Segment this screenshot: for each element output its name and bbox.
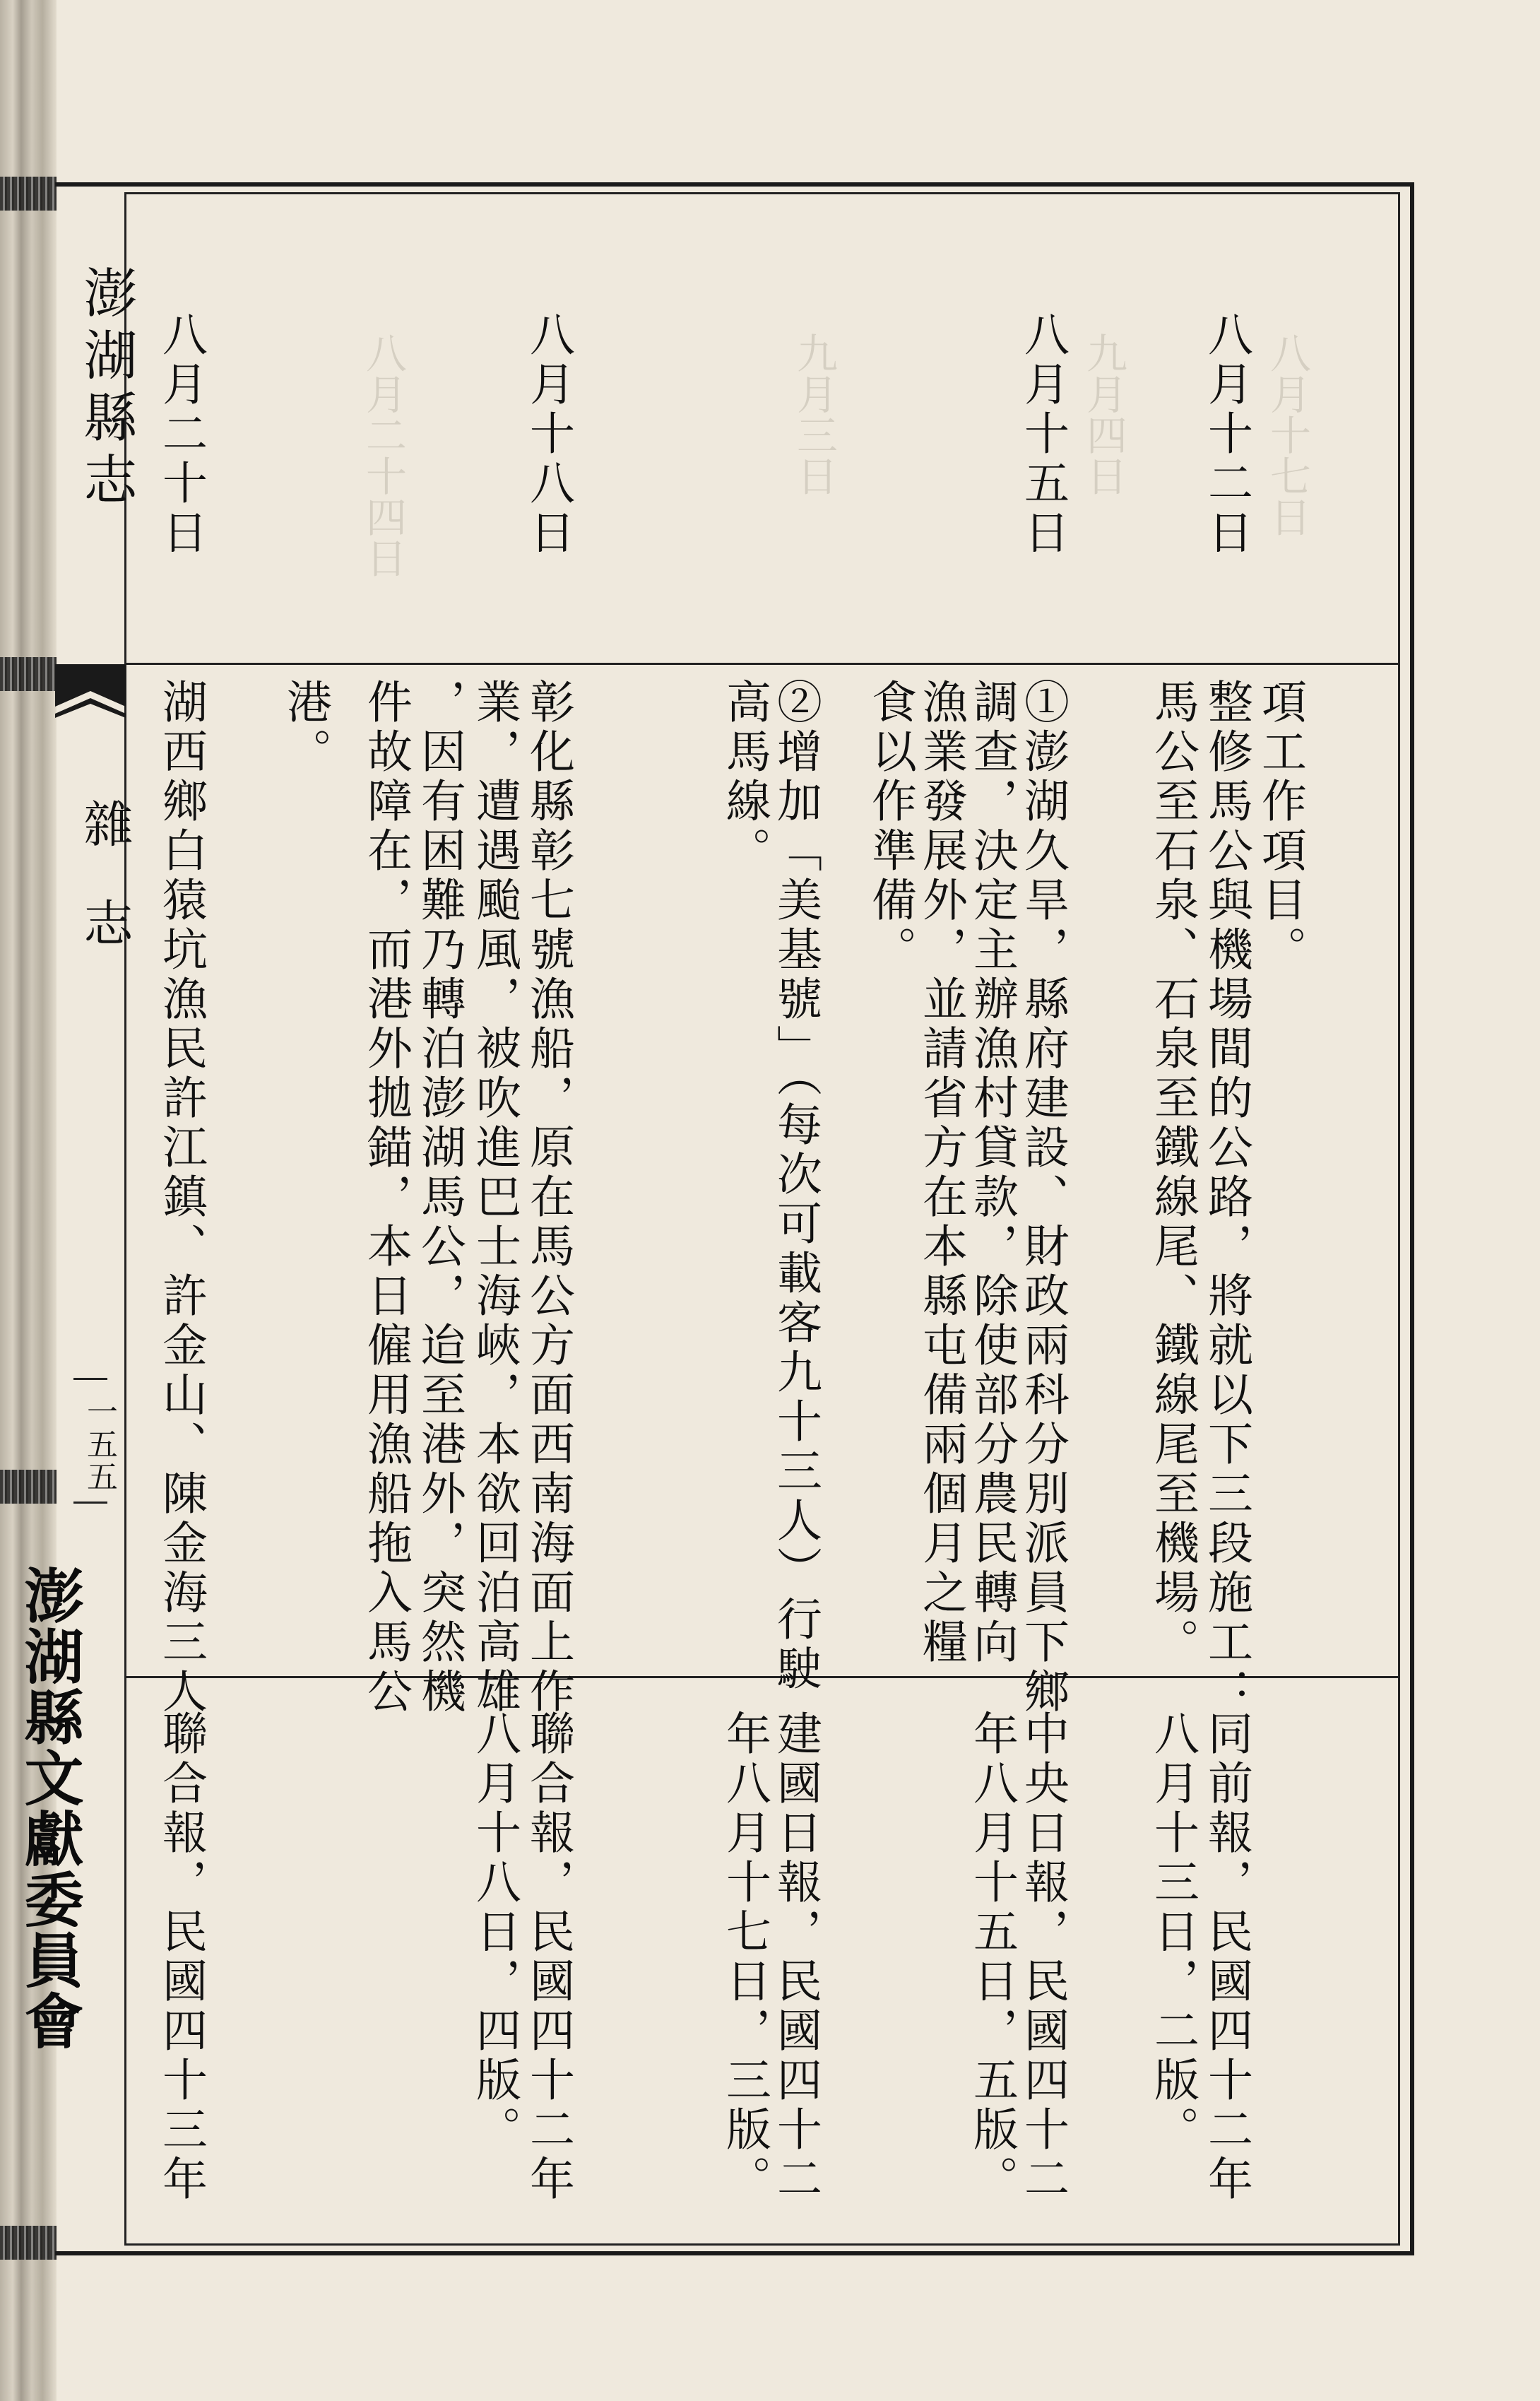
- entry-source-line: 建國日報，民國四十二: [769, 1710, 822, 2205]
- page-number: 一五五: [81, 1396, 117, 1493]
- entry-source-line: 聯合報，民國四十三年: [155, 1710, 207, 2205]
- page-number-rule: [73, 1378, 107, 1380]
- row-divider: [124, 663, 1400, 665]
- entry-event-line: ，因有困難乃轉泊澎湖馬公，迨至港外，突然機: [413, 678, 466, 1717]
- entry-event-line: 彰化縣彰七號漁船，原在馬公方面西南海面上作: [522, 678, 574, 1717]
- fishtail-mark: [55, 664, 126, 745]
- entry-event-line: 漁業發展外，並請省方在本縣屯備兩個月之糧: [915, 678, 967, 1668]
- entry-event-line: 港。: [279, 678, 331, 777]
- spine-band: [0, 2226, 57, 2260]
- entry-source-line: 聯合報，民國四十二年: [522, 1710, 574, 2205]
- entry-event-line: 食以作準備。: [864, 678, 916, 975]
- show-through-text: 八月十七日: [1263, 332, 1311, 537]
- entry-event-line: 高馬線。: [718, 678, 771, 876]
- entry-event-line: 馬公至石泉、石泉至鐵線尾、鐵線尾至機場。: [1147, 678, 1199, 1668]
- entry-source-line: 年八月十五日，五版。: [966, 1710, 1018, 2205]
- entry-event-line: ①澎湖久旱，縣府建設、財政兩科分別派員下鄉: [1017, 678, 1069, 1717]
- book-title: 澎湖縣志: [75, 265, 138, 514]
- entry-source-line: 年八月十七日，三版。: [718, 1710, 771, 2205]
- entry-source-line: 同前報，民國四十二年: [1200, 1710, 1252, 2205]
- entry-event-line: 調查，決定主辦漁村貸款，除使部分農民轉向: [966, 678, 1018, 1668]
- entry-event-line: 業，遭遇颱風，被吹進巴士海峽，本欲回泊高雄: [468, 678, 521, 1717]
- entry-source-line: 八月十三日，二版。: [1147, 1710, 1199, 2155]
- entry-event-line: 件故障在，而港外拋錨，本日僱用漁船拖入馬公: [360, 678, 412, 1717]
- spine-band: [0, 657, 57, 691]
- entry-event-line: 整修馬公與機場間的公路，將就以下三段施工：: [1200, 678, 1252, 1717]
- page-number-rule: [73, 1502, 107, 1504]
- entry-source-line: 八月十八日，四版。: [468, 1710, 521, 2155]
- entry-date: 八月十二日: [1200, 311, 1252, 558]
- show-through-text: 九月四日: [1079, 332, 1127, 496]
- entry-event-line: 湖西鄉白猿坑漁民許江鎮、許金山、陳金海三人: [155, 678, 207, 1717]
- entry-date: 八月十八日: [522, 311, 574, 558]
- entry-source-line: 中央日報，民國四十二: [1017, 1710, 1069, 2205]
- show-through-text: 八月二十四日: [359, 332, 407, 578]
- show-through-text: 九月三日: [790, 332, 838, 496]
- entry-event-line: ②增加「美基號」（每次可載客九十三人）行駛: [769, 678, 822, 1694]
- entry-event-line: 項工作項目。: [1254, 678, 1306, 975]
- section-name: 雜志: [76, 798, 134, 996]
- publisher-imprint: 澎湖縣文獻委員會: [15, 1565, 85, 2051]
- entry-date: 八月二十日: [155, 311, 207, 558]
- spine-band: [0, 1470, 57, 1504]
- spine-band: [0, 177, 57, 211]
- entry-date: 八月十五日: [1017, 311, 1069, 558]
